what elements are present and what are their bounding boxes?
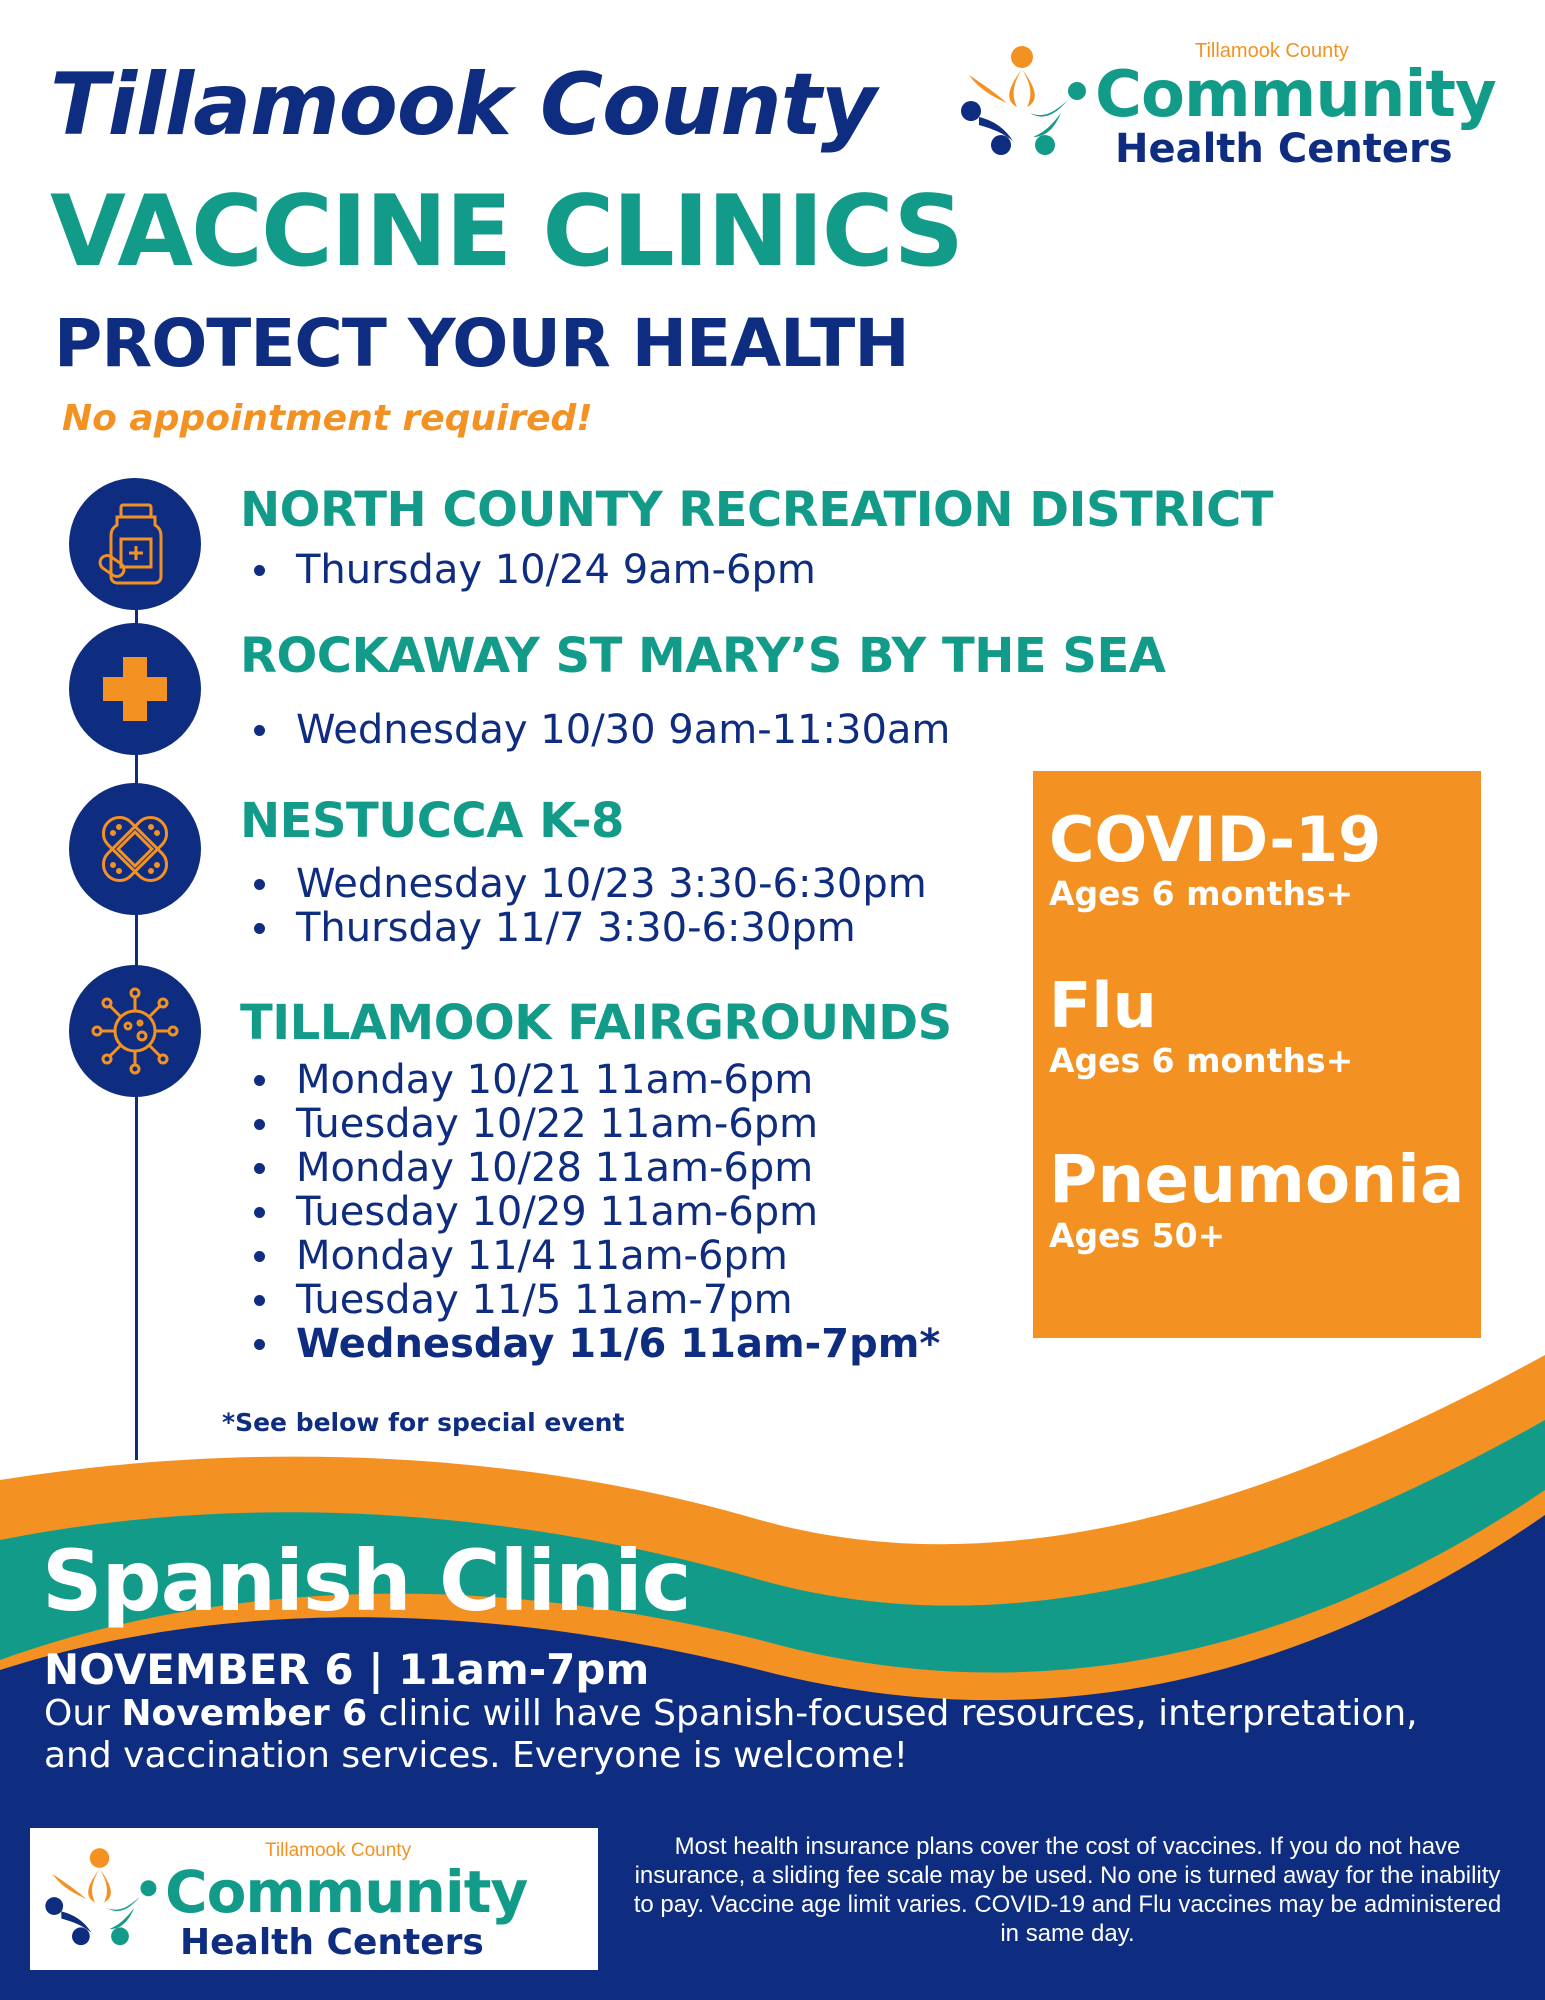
list-item: Tuesday 10/29 11am-6pm (240, 1190, 940, 1234)
location-name-north-county: NORTH COUNTY RECREATION DISTRICT (240, 482, 1274, 538)
spanish-clinic-date: NOVEMBER 6 | 11am-7pm (44, 1645, 650, 1694)
vaccine-ages-pneumonia: Ages 50+ (1049, 1216, 1226, 1255)
logo-community-text: Community (165, 1858, 528, 1926)
chc-logo-bottom-box (30, 1828, 598, 1970)
spanish-clinic-title: Spanish Clinic (42, 1532, 691, 1630)
list-item: Monday 10/21 11am-6pm (240, 1058, 940, 1102)
bandage-icon (89, 803, 181, 895)
location-icon-nestucca (69, 783, 201, 915)
title-county: Tillamook County (50, 55, 876, 155)
list-item: Tuesday 11/5 11am-7pm (240, 1278, 940, 1322)
location-name-fairgrounds: TILLAMOOK FAIRGROUNDS (240, 995, 952, 1051)
title-protect-your-health: PROTECT YOUR HEALTH (54, 305, 909, 382)
date-list-rockaway (240, 708, 950, 752)
virus-icon (90, 986, 180, 1076)
vaccine-ages-covid: Ages 6 months+ (1049, 874, 1354, 913)
list-item: Wednesday 10/30 9am-11:30am (240, 708, 950, 752)
vaccine-types-box (1033, 771, 1481, 1338)
title-vaccine-clinics: VACCINE CLINICS (50, 175, 963, 289)
location-name-nestucca: NESTUCCA K-8 (240, 793, 624, 849)
chc-logo-bottom (40, 1838, 580, 1963)
list-item: Tuesday 10/22 11am-6pm (240, 1102, 940, 1146)
date-list-nestucca (240, 862, 927, 950)
list-item: Thursday 11/7 3:30-6:30pm (240, 906, 927, 950)
date-list-north-county (240, 548, 816, 592)
medicine-bottle-icon (95, 499, 175, 589)
logo-county-text: Tillamook County (1195, 40, 1349, 62)
logo-county-text: Tillamook County (265, 1840, 412, 1861)
logo-community-text: Community (1095, 58, 1496, 132)
date-list-fairgrounds (240, 1058, 940, 1366)
logo-health-centers-text: Health Centers (180, 1922, 484, 1963)
list-item: Thursday 10/24 9am-6pm (240, 548, 816, 592)
vaccine-name-flu: Flu (1049, 969, 1157, 1042)
list-item: Monday 10/28 11am-6pm (240, 1146, 940, 1190)
logo-health-centers-text: Health Centers (1115, 126, 1453, 172)
vaccine-ages-flu: Ages 6 months+ (1049, 1041, 1354, 1080)
spanish-clinic-description: Our November 6 clinic will have Spanish-focused resources, interpretation, and vaccination services. Everyone is welcome! (44, 1693, 1418, 1776)
logo-people-icon (955, 45, 1090, 160)
special-event-footnote: *See below for special event (222, 1408, 625, 1437)
vaccine-name-covid: COVID-19 (1049, 803, 1382, 876)
location-icon-north-county (69, 478, 201, 610)
no-appointment-tagline: No appointment required! (62, 398, 593, 439)
list-item: Monday 11/4 11am-6pm (240, 1234, 940, 1278)
location-name-rockaway: ROCKAWAY ST MARY’S BY THE SEA (240, 628, 1166, 684)
location-icon-rockaway (69, 623, 201, 755)
medical-cross-icon (95, 649, 175, 729)
location-icon-fairgrounds (69, 965, 201, 1097)
list-item: Wednesday 10/23 3:30-6:30pm (240, 862, 927, 906)
insurance-disclaimer: Most health insurance plans cover the cost of vaccines. If you do not have insurance, a sliding fee scale may be used. No one is turned away for the inability to pay. Vaccine age limit varies. COVID-19 and Flu vaccines may be administered in same day. (633, 1833, 1502, 1947)
list-item-special: Wednesday 11/6 11am-7pm* (240, 1322, 940, 1366)
logo-people-icon (40, 1846, 160, 1951)
chc-logo-top (955, 40, 1515, 172)
vaccine-name-pneumonia: Pneumonia (1049, 1141, 1465, 1218)
